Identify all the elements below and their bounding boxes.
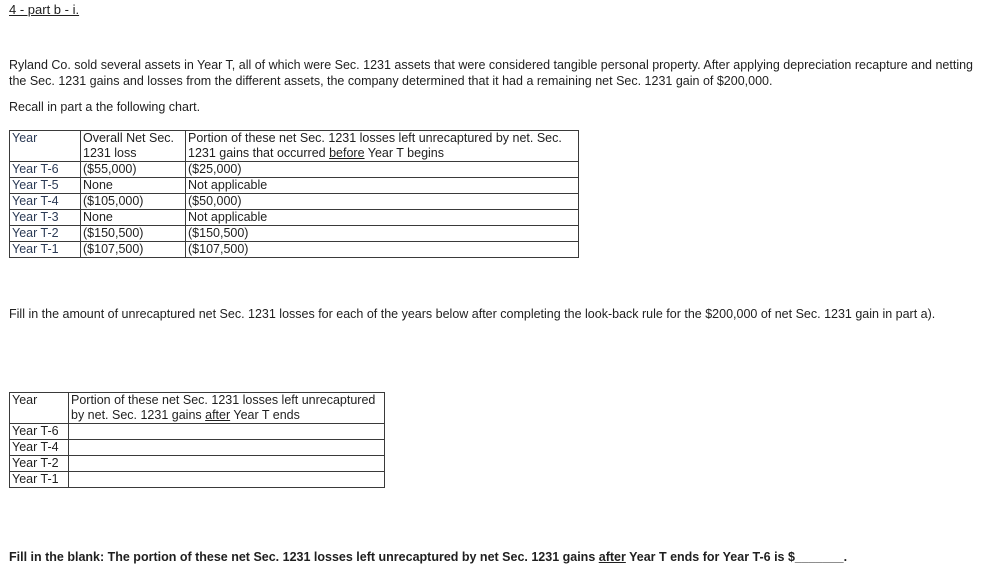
row-portion: Not applicable — [186, 178, 579, 194]
row-year: Year T-3 — [10, 210, 81, 226]
table-header-row — [10, 131, 579, 162]
row-year: Year T-5 — [10, 178, 81, 194]
row-year: Year T-1 — [10, 472, 69, 488]
header-year: Year — [10, 393, 69, 424]
table-row — [10, 226, 579, 242]
row-portion: ($107,500) — [186, 242, 579, 258]
table-row — [10, 472, 385, 488]
table-row — [10, 178, 579, 194]
row-loss: None — [81, 178, 186, 194]
header-portion-before: Portion of these net Sec. 1231 losses left unrecaptured by net. Sec. 1231 gains that occurred before Year T begins — [186, 131, 579, 162]
intro-paragraph: Ryland Co. sold several assets in Year T, all of which were Sec. 1231 assets that were considered tangible personal property. After applying depreciation recapture and netting the Sec. 1231 gains and losses from the different assets, the company determined that it had a remaining net Sec. 1231 gain of $200,000. — [9, 58, 973, 88]
table-row — [10, 162, 579, 178]
row-year: Year T-2 — [10, 226, 81, 242]
row-year: Year T-2 — [10, 456, 69, 472]
fill-in-the-blank: Fill in the blank: The portion of these net Sec. 1231 losses left unrecaptured by net Sec. 1231 gains after Year T ends for Year T-6 is $_______. — [9, 550, 848, 564]
prior-losses-table — [9, 130, 579, 258]
row-loss: None — [81, 210, 186, 226]
table-row — [10, 424, 385, 440]
row-portion: Not applicable — [186, 210, 579, 226]
recall-text: Recall in part a the following chart. — [9, 100, 201, 114]
header-year: Year — [10, 131, 81, 162]
answer-cell-t4[interactable] — [69, 440, 385, 456]
header-overall-loss: Overall Net Sec. 1231 loss — [81, 131, 186, 162]
row-portion: ($50,000) — [186, 194, 579, 210]
answer-cell-t2[interactable] — [69, 456, 385, 472]
row-loss: ($150,500) — [81, 226, 186, 242]
row-loss: ($107,500) — [81, 242, 186, 258]
table-row — [10, 194, 579, 210]
page-heading: 4 - part b - i. — [9, 2, 80, 17]
table-row — [10, 210, 579, 226]
header-portion-after: Portion of these net Sec. 1231 losses left unrecaptured by net. Sec. 1231 gains after Year T ends — [69, 393, 385, 424]
row-portion: ($150,500) — [186, 226, 579, 242]
answer-table — [9, 392, 385, 488]
row-year: Year T-4 — [10, 440, 69, 456]
answer-cell-t1[interactable] — [69, 472, 385, 488]
table-row — [10, 440, 385, 456]
row-year: Year T-6 — [10, 162, 81, 178]
table-header-row — [10, 393, 385, 424]
table-row — [10, 456, 385, 472]
table-row — [10, 242, 579, 258]
row-loss: ($105,000) — [81, 194, 186, 210]
row-year: Year T-6 — [10, 424, 69, 440]
fill-instruction: Fill in the amount of unrecaptured net Sec. 1231 losses for each of the years below after completing the look-back rule for the $200,000 of net Sec. 1231 gain in part a). — [9, 307, 936, 321]
row-year: Year T-1 — [10, 242, 81, 258]
row-portion: ($25,000) — [186, 162, 579, 178]
row-loss: ($55,000) — [81, 162, 186, 178]
row-year: Year T-4 — [10, 194, 81, 210]
answer-cell-t6[interactable] — [69, 424, 385, 440]
